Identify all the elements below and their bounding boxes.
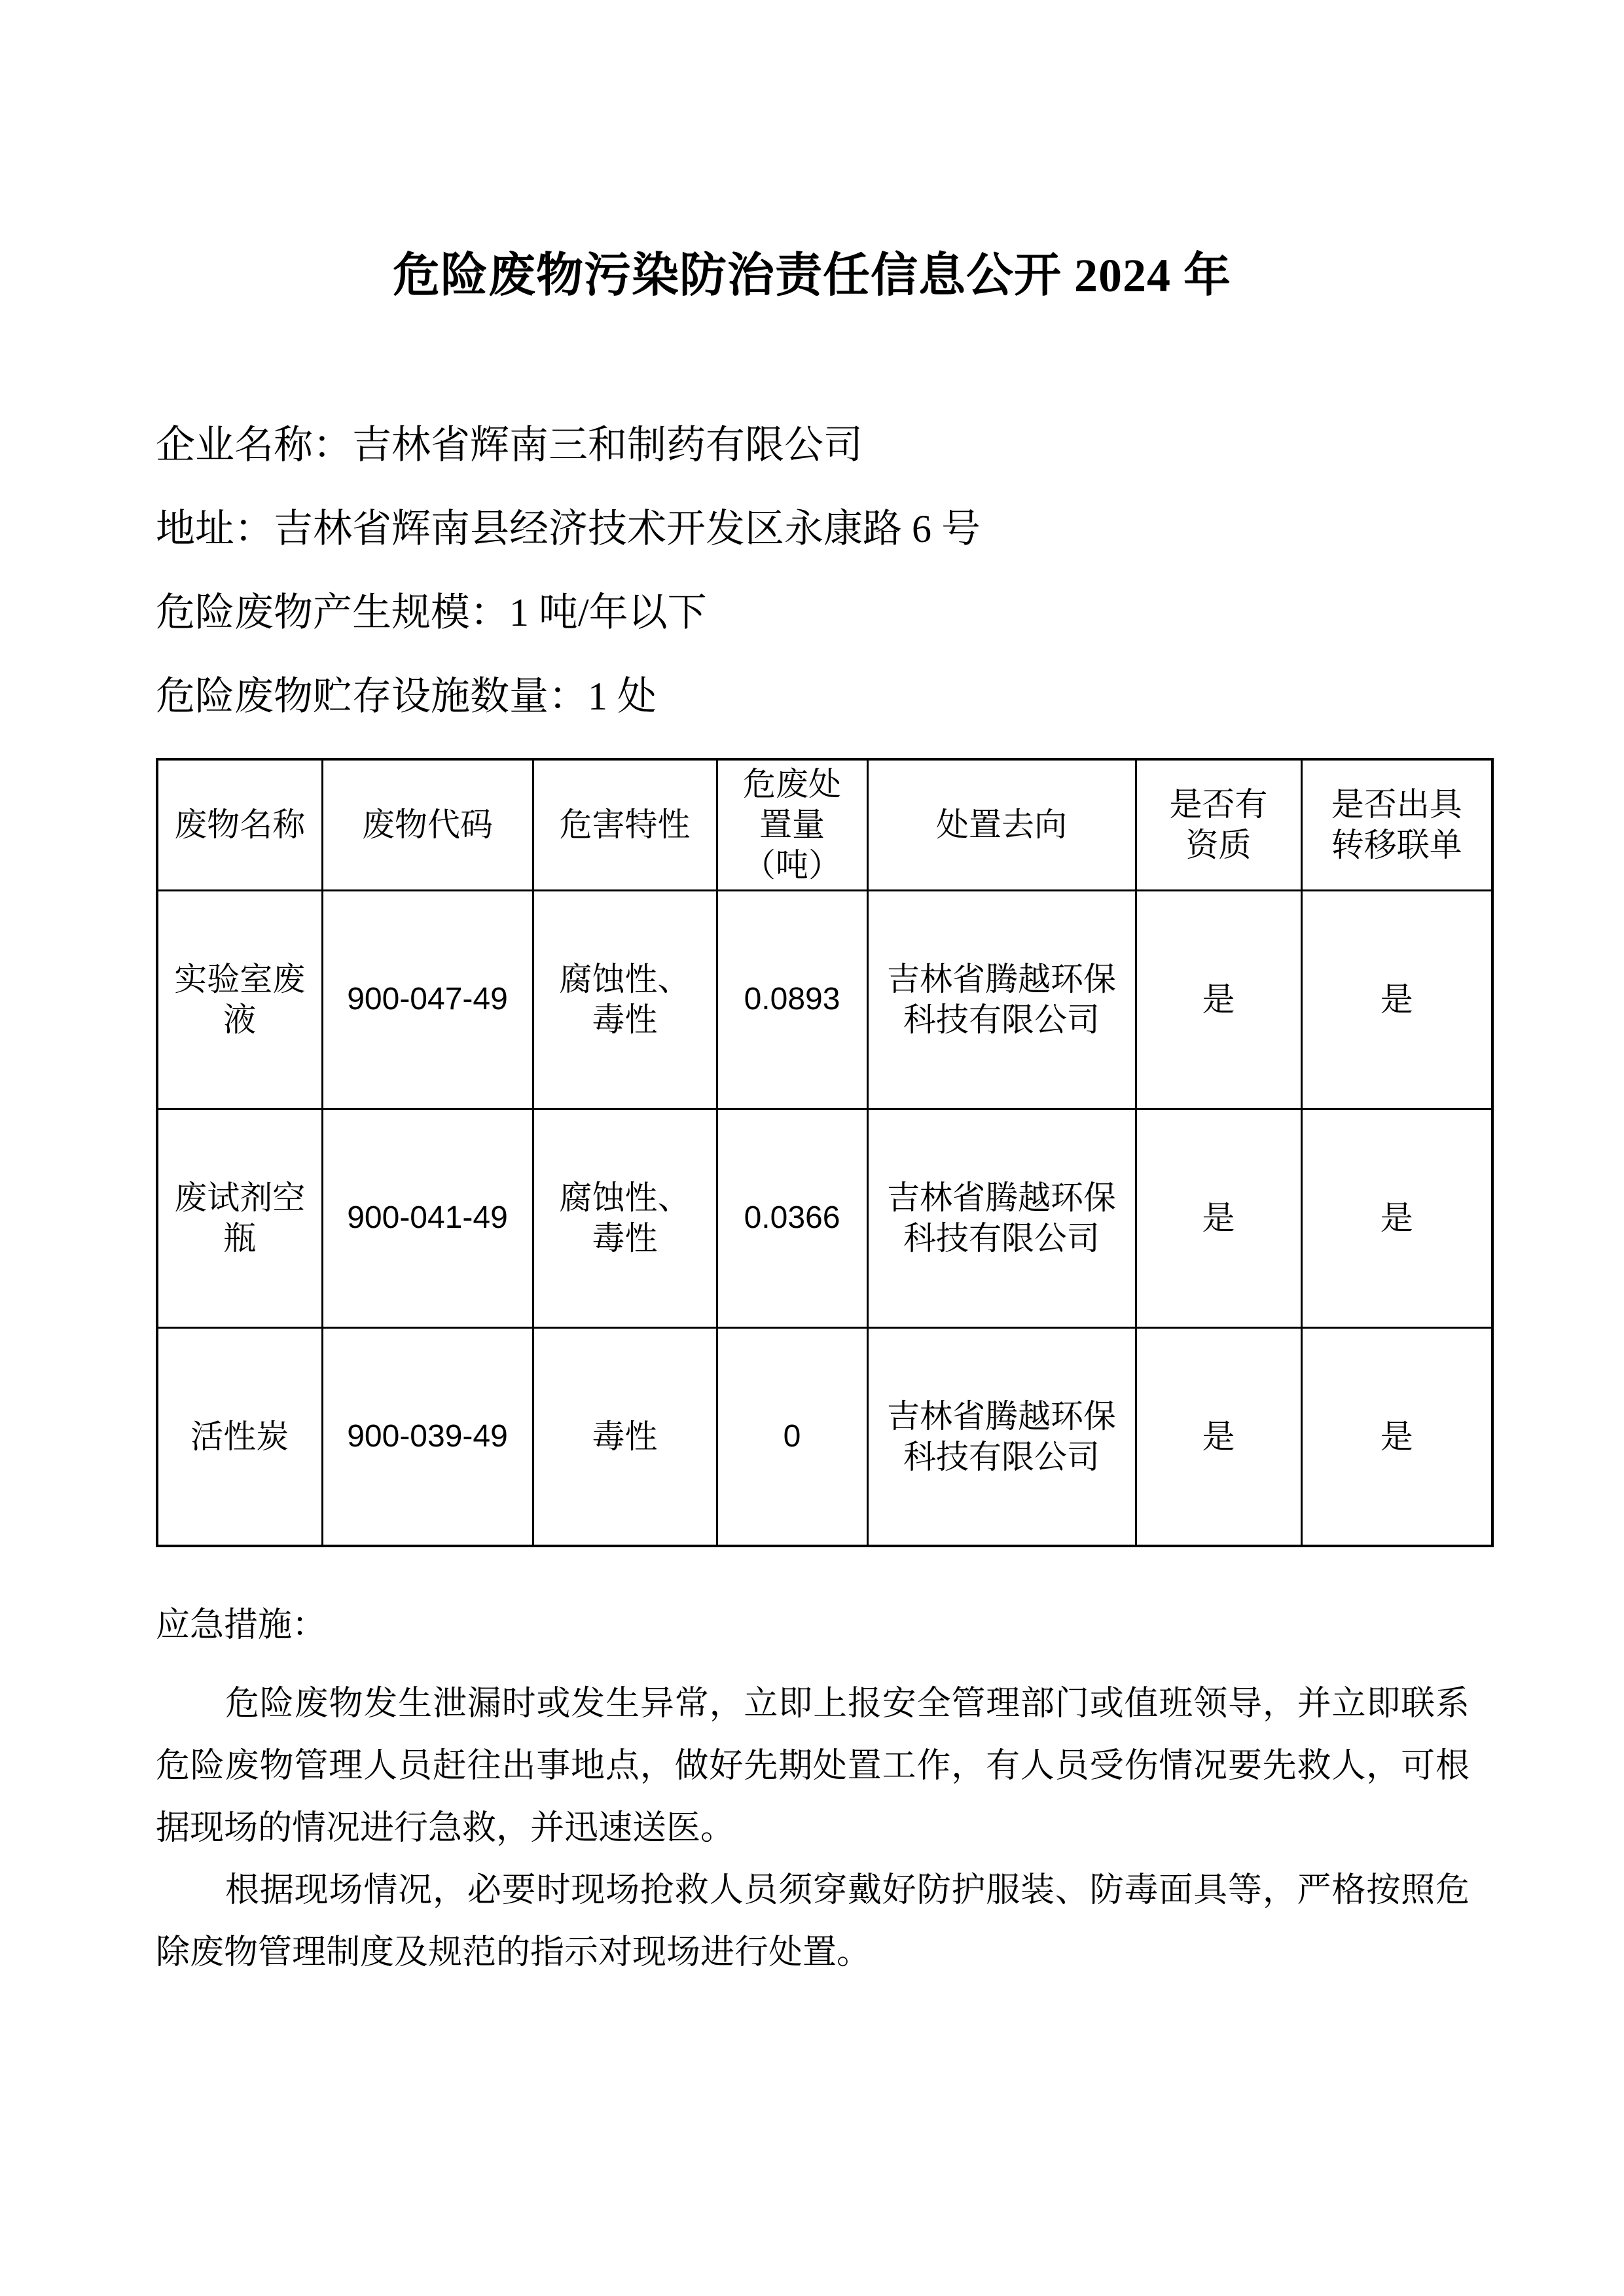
cell-qualified: 是 — [1136, 890, 1301, 1109]
cell-transfer-manifest: 是 — [1301, 890, 1492, 1109]
cell-waste-name: 实验室废液 — [157, 890, 322, 1109]
cell-qualified: 是 — [1136, 1327, 1301, 1546]
cell-disposal-destination: 吉林省腾越环保科技有限公司 — [867, 890, 1136, 1109]
cell-disposal-destination: 吉林省腾越环保科技有限公司 — [867, 1109, 1136, 1327]
table-row — [157, 1327, 1492, 1546]
emergency-paragraph-1: 危险废物发生泄漏时或发生异常，立即上报安全管理部门或值班领导，并立即联系危险废物管理人员赶往出事地点，做好先期处置工作，有人员受伤情况要先救人，可根据现场的情况进行急救，并迅速送医。 — [156, 1685, 1470, 1847]
emergency-paragraph-2: 根据现场情况，必要时现场抢救人员须穿戴好防护服装、防毒面具等，严格按照危除废物管理制度及规范的指示对现场进行处置。 — [156, 1872, 1470, 1971]
emergency-heading: 应急措施： — [156, 1607, 327, 1644]
cell-transfer-manifest: 是 — [1301, 1109, 1492, 1327]
emergency-section — [156, 1594, 1470, 1984]
info-line-waste-scale: 危险废物产生规模：1 吨/年以下 — [156, 591, 707, 634]
cell-waste-code: 900-047-49 — [322, 890, 533, 1109]
company-info-block — [156, 423, 1624, 719]
cell-disposal-amount: 0.0893 — [717, 890, 867, 1109]
cell-disposal-amount: 0 — [717, 1327, 867, 1546]
cell-transfer-manifest: 是 — [1301, 1327, 1492, 1546]
header-waste-code: 废物代码 — [322, 759, 533, 890]
header-waste-name: 废物名称 — [157, 759, 322, 890]
cell-disposal-amount: 0.0366 — [717, 1109, 867, 1327]
hazardous-waste-table — [156, 758, 1494, 1547]
cell-qualified: 是 — [1136, 1109, 1301, 1327]
info-line-company-name: 企业名称：吉林省辉南三和制药有限公司 — [156, 423, 863, 467]
document-title: 危险废物污染防治责任信息公开 2024 年 — [392, 249, 1231, 302]
cell-waste-name: 活性炭 — [157, 1327, 322, 1546]
info-line-storage-count: 危险废物贮存设施数量：1 处 — [156, 675, 657, 718]
cell-disposal-destination: 吉林省腾越环保科技有限公司 — [867, 1327, 1136, 1546]
header-qualified: 是否有资质 — [1136, 759, 1301, 890]
cell-waste-code: 900-039-49 — [322, 1327, 533, 1546]
table-header-row — [157, 759, 1492, 890]
table-row — [157, 890, 1492, 1109]
cell-hazard-property: 毒性 — [533, 1327, 717, 1546]
header-disposal-amount: 危废处置量（吨） — [717, 759, 867, 890]
cell-hazard-property: 腐蚀性、毒性 — [533, 890, 717, 1109]
header-transfer-manifest: 是否出具转移联单 — [1301, 759, 1492, 890]
cell-hazard-property: 腐蚀性、毒性 — [533, 1109, 717, 1327]
cell-waste-code: 900-041-49 — [322, 1109, 533, 1327]
cell-waste-name: 废试剂空瓶 — [157, 1109, 322, 1327]
header-hazard-property: 危害特性 — [533, 759, 717, 890]
info-line-address: 地址：吉林省辉南县经济技术开发区永康路 6 号 — [156, 507, 981, 550]
header-disposal-destination: 处置去向 — [867, 759, 1136, 890]
table-row — [157, 1109, 1492, 1327]
